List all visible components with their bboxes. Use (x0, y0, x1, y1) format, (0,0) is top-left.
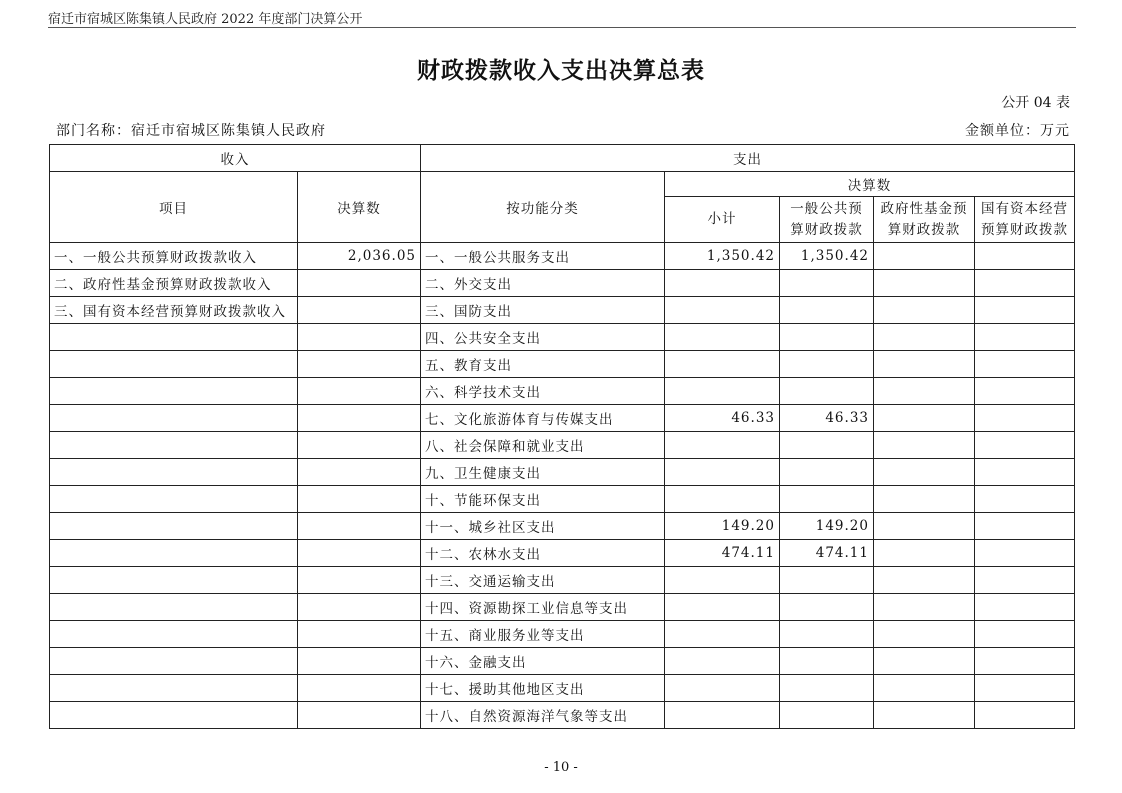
gov-fund-cell (874, 378, 975, 405)
state-capital-cell (975, 378, 1075, 405)
income-amount-cell (298, 297, 421, 324)
expense-item-cell: 一、一般公共服务支出 (421, 243, 665, 270)
expense-item-cell: 十七、援助其他地区支出 (421, 675, 665, 702)
page-number: - 10 - (544, 760, 578, 775)
state-capital-cell (975, 648, 1075, 675)
expense-item-cell: 十一、城乡社区支出 (421, 513, 665, 540)
income-amount-cell (298, 351, 421, 378)
subtotal-cell (665, 270, 780, 297)
gov-fund-cell (874, 297, 975, 324)
income-amount-cell (298, 594, 421, 621)
table-row (50, 270, 1075, 297)
table-row (50, 324, 1075, 351)
gov-fund-cell (874, 405, 975, 432)
subtotal-cell: 1,350.42 (665, 243, 780, 270)
subtotal-cell (665, 378, 780, 405)
state-capital-cell (975, 270, 1075, 297)
income-item-cell: 三、国有资本经营预算财政拨款收入 (50, 297, 298, 324)
gov-fund-cell (874, 594, 975, 621)
general-budget-cell: 149.20 (780, 513, 874, 540)
general-budget-cell (780, 486, 874, 513)
department-name: 部门名称：宿迁市宿城区陈集镇人民政府 (56, 123, 326, 139)
income-amount-cell (298, 648, 421, 675)
income-item-cell (50, 405, 298, 432)
expense-item-cell: 十三、交通运输支出 (421, 567, 665, 594)
expense-item-cell: 六、科学技术支出 (421, 378, 665, 405)
state-capital-cell (975, 621, 1075, 648)
table-row (50, 540, 1075, 567)
state-capital-cell (975, 567, 1075, 594)
income-amount-cell (298, 513, 421, 540)
subtotal-cell (665, 675, 780, 702)
state-capital-cell (975, 675, 1075, 702)
subtotal-cell: 46.33 (665, 405, 780, 432)
gov-fund-cell (874, 540, 975, 567)
general-budget-cell (780, 459, 874, 486)
expense-item-cell: 十四、资源勘探工业信息等支出 (421, 594, 665, 621)
gov-fund-cell (874, 459, 975, 486)
table-row (50, 513, 1075, 540)
general-budget-cell (780, 324, 874, 351)
item-header: 项目 (50, 172, 298, 243)
general-budget-cell (780, 567, 874, 594)
subtotal-cell: 149.20 (665, 513, 780, 540)
expense-item-cell: 八、社会保障和就业支出 (421, 432, 665, 459)
subtotal-header: 小计 (665, 197, 780, 243)
final-amount-header: 决算数 (665, 172, 1075, 197)
table-row (50, 621, 1075, 648)
table-row (50, 567, 1075, 594)
gov-fund-cell (874, 486, 975, 513)
income-amount-cell (298, 432, 421, 459)
income-item-cell (50, 675, 298, 702)
income-item-cell (50, 459, 298, 486)
gov-fund-cell (874, 675, 975, 702)
general-budget-cell (780, 432, 874, 459)
table-row (50, 243, 1075, 270)
income-item-cell: 二、政府性基金预算财政拨款收入 (50, 270, 298, 297)
income-item-cell (50, 324, 298, 351)
expense-item-cell: 九、卫生健康支出 (421, 459, 665, 486)
table-row (50, 702, 1075, 729)
subtotal-cell (665, 297, 780, 324)
expense-item-cell: 十六、金融支出 (421, 648, 665, 675)
gov-fund-cell (874, 351, 975, 378)
state-capital-cell (975, 297, 1075, 324)
income-item-cell (50, 621, 298, 648)
income-header: 收入 (50, 145, 421, 172)
expense-item-cell: 二、外交支出 (421, 270, 665, 297)
income-item-cell: 一、一般公共预算财政拨款收入 (50, 243, 298, 270)
income-amount-cell: 2,036.05 (298, 243, 421, 270)
functional-header: 按功能分类 (421, 172, 665, 243)
table-row (50, 378, 1075, 405)
table-row (50, 297, 1075, 324)
gov-fund-cell (874, 243, 975, 270)
state-capital-header: 国有资本经营预算财政拨款 (975, 197, 1075, 243)
expense-header: 支出 (421, 145, 1075, 172)
state-capital-cell (975, 432, 1075, 459)
income-amount-cell (298, 675, 421, 702)
table-row (50, 648, 1075, 675)
page-title: 财政拨款收入支出决算总表 (417, 58, 705, 84)
state-capital-cell (975, 513, 1075, 540)
subtotal-cell (665, 621, 780, 648)
income-item-cell (50, 594, 298, 621)
expense-item-cell: 十、节能环保支出 (421, 486, 665, 513)
income-item-cell (50, 513, 298, 540)
income-amount-cell (298, 405, 421, 432)
table-row (50, 405, 1075, 432)
table-row (50, 351, 1075, 378)
income-amount-cell (298, 621, 421, 648)
state-capital-cell (975, 243, 1075, 270)
state-capital-cell (975, 324, 1075, 351)
table-row (50, 594, 1075, 621)
state-capital-cell (975, 540, 1075, 567)
general-budget-cell (780, 378, 874, 405)
income-amount-cell (298, 324, 421, 351)
state-capital-cell (975, 405, 1075, 432)
expense-item-cell: 十五、商业服务业等支出 (421, 621, 665, 648)
gov-fund-header: 政府性基金预算财政拨款 (874, 197, 975, 243)
income-item-cell (50, 378, 298, 405)
expense-item-cell: 七、文化旅游体育与传媒支出 (421, 405, 665, 432)
table-row (50, 675, 1075, 702)
gov-fund-cell (874, 621, 975, 648)
subtotal-cell (665, 702, 780, 729)
general-budget-cell: 474.11 (780, 540, 874, 567)
expense-item-cell: 四、公共安全支出 (421, 324, 665, 351)
expense-item-cell: 十八、自然资源海洋气象等支出 (421, 702, 665, 729)
income-amount-cell (298, 459, 421, 486)
state-capital-cell (975, 594, 1075, 621)
income-amount-cell (298, 270, 421, 297)
header-row-2 (50, 172, 1075, 197)
general-budget-header: 一般公共预算财政拨款 (780, 197, 874, 243)
general-budget-cell (780, 648, 874, 675)
gov-fund-cell (874, 702, 975, 729)
income-item-cell (50, 567, 298, 594)
general-budget-cell (780, 594, 874, 621)
general-budget-cell (780, 675, 874, 702)
income-amount-cell (298, 378, 421, 405)
amount-unit: 金额单位：万元 (965, 123, 1070, 139)
gov-fund-cell (874, 432, 975, 459)
general-budget-cell: 1,350.42 (780, 243, 874, 270)
general-budget-cell (780, 351, 874, 378)
running-header: 宿迁市宿城区陈集镇人民政府 2022 年度部门决算公开 (48, 12, 363, 27)
expense-item-cell: 十二、农林水支出 (421, 540, 665, 567)
income-amount-header: 决算数 (298, 172, 421, 243)
income-item-cell (50, 702, 298, 729)
general-budget-cell (780, 270, 874, 297)
income-item-cell (50, 432, 298, 459)
subtotal-cell (665, 567, 780, 594)
subtotal-cell (665, 648, 780, 675)
table-row (50, 486, 1075, 513)
gov-fund-cell (874, 270, 975, 297)
state-capital-cell (975, 486, 1075, 513)
subtotal-cell (665, 432, 780, 459)
subtotal-cell (665, 459, 780, 486)
expense-item-cell: 三、国防支出 (421, 297, 665, 324)
gov-fund-cell (874, 513, 975, 540)
subtotal-cell (665, 486, 780, 513)
header-rule (48, 27, 1076, 28)
income-amount-cell (298, 486, 421, 513)
income-amount-cell (298, 567, 421, 594)
gov-fund-cell (874, 567, 975, 594)
income-item-cell (50, 486, 298, 513)
subtotal-cell (665, 324, 780, 351)
table-number: 公开 04 表 (1001, 95, 1070, 111)
subtotal-cell: 474.11 (665, 540, 780, 567)
general-budget-cell (780, 702, 874, 729)
subtotal-cell (665, 594, 780, 621)
gov-fund-cell (874, 648, 975, 675)
state-capital-cell (975, 351, 1075, 378)
income-item-cell (50, 351, 298, 378)
general-budget-cell: 46.33 (780, 405, 874, 432)
budget-table (49, 144, 1075, 729)
general-budget-cell (780, 621, 874, 648)
table-row (50, 459, 1075, 486)
income-item-cell (50, 540, 298, 567)
header-row-1 (50, 145, 1075, 172)
income-amount-cell (298, 540, 421, 567)
income-item-cell (50, 648, 298, 675)
general-budget-cell (780, 297, 874, 324)
state-capital-cell (975, 459, 1075, 486)
income-amount-cell (298, 702, 421, 729)
state-capital-cell (975, 702, 1075, 729)
gov-fund-cell (874, 324, 975, 351)
subtotal-cell (665, 351, 780, 378)
expense-item-cell: 五、教育支出 (421, 351, 665, 378)
table-row (50, 432, 1075, 459)
